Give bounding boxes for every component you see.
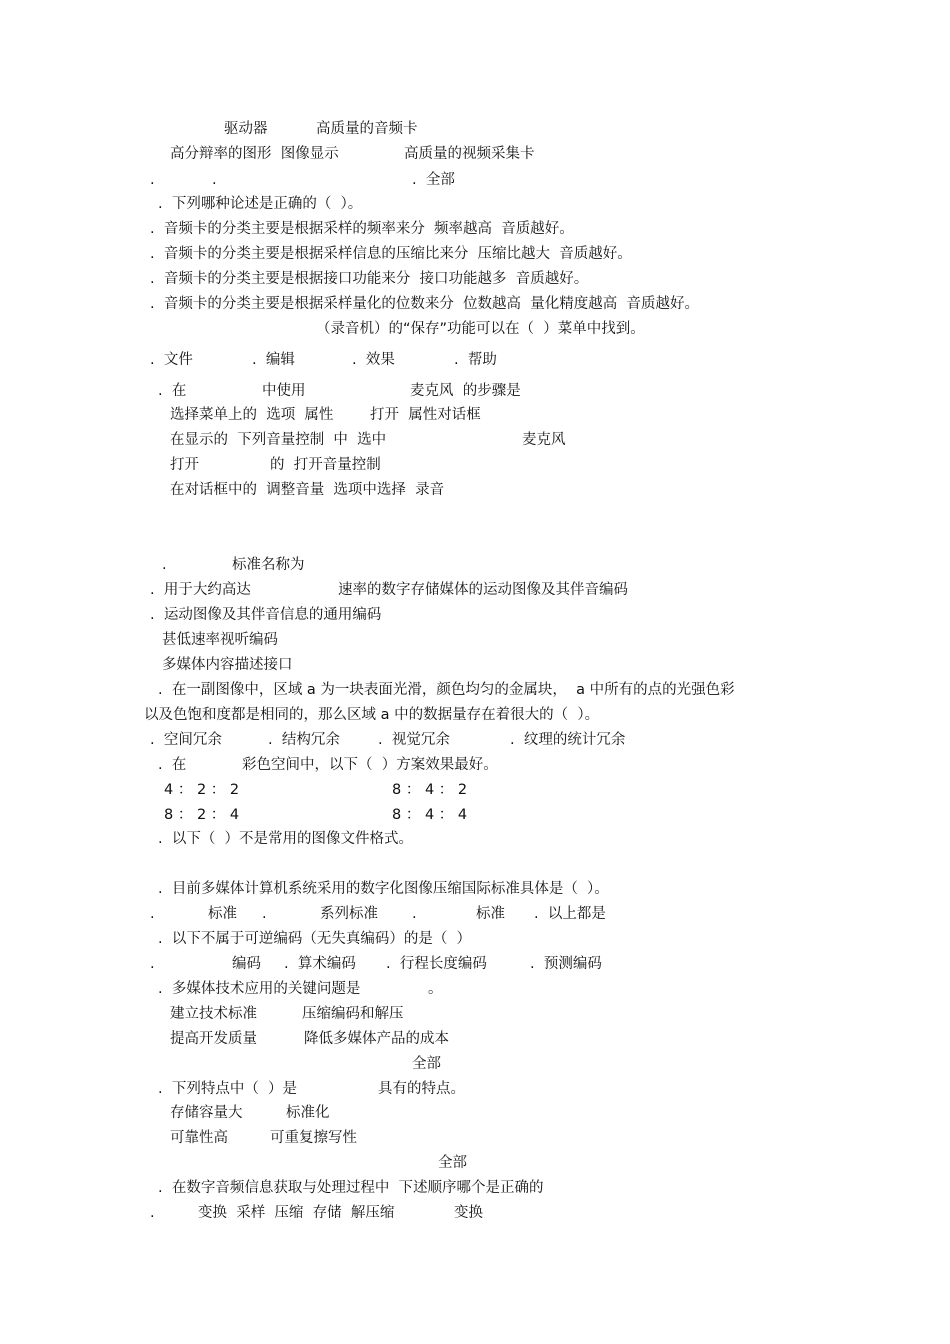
text-line: 可重复擦写性 [270,1130,357,1146]
text-line: 提高开发质量 [170,1031,257,1047]
text-line: 多媒体内容描述接口 [162,657,293,673]
text-line: . 全部 [412,172,455,188]
text-line: 建立技术标准 [170,1006,257,1022]
text-line: 全部 [438,1155,467,1171]
text-line: 标准 [476,906,505,922]
text-line: 标准名称为 [232,557,305,573]
text-line: 全部 [412,1056,441,1072]
text-line: . 效果 [352,352,395,368]
text-line: . [150,172,155,188]
text-line: . [212,172,217,188]
text-line: 中使用 [262,383,306,399]
text-line: . 视觉冗余 [378,732,450,748]
text-line: . 以下不属于可逆编码（无失真编码）的是（ ） [158,931,472,947]
text-line: 在显示的 下列音量控制 中 选中 [170,432,387,448]
text-line: . 编辑 [252,352,295,368]
text-line: . 音频卡的分类主要是根据采样信息的压缩比来分 压缩比越大 音质越好。 [150,246,632,262]
text-line: . 目前多媒体计算机系统采用的数字化图像压缩国际标准具体是（ ）。 [158,881,609,897]
text-line: 编码 [232,956,261,972]
text-line: . 用于大约高达 [150,582,251,598]
text-line: . 以下（ ）不是常用的图像文件格式。 [158,831,414,847]
text-line: 8 ： 2 ： 4 [164,807,240,823]
text-line: . 在一副图像中，区域 a 为一块表面光滑，颜色均匀的金属块， a 中所有的点的光强色彩 [158,682,735,698]
text-line: 打开 属性对话框 [370,407,481,423]
text-line: . 下列哪种论述是正确的（ ）。 [158,196,363,212]
text-line: 具有的特点。 [378,1081,465,1097]
text-line: 降低多媒体产品的成本 [304,1031,449,1047]
text-line: . 下列特点中（ ）是 [158,1081,298,1097]
text-line: 的 打开音量控制 [270,457,381,473]
text-line: 变换 [454,1205,483,1221]
text-line: 8 ： 4 ： 4 [392,807,468,823]
text-line: （录音机）的“保存”功能可以在（ ）菜单中找到。 [316,321,645,337]
text-line: 麦克风 的步骤是 [410,383,521,399]
text-line: 可靠性高 [170,1130,228,1146]
text-line: . 在 [158,757,187,773]
text-line: 标准化 [286,1105,330,1121]
text-line: . 音频卡的分类主要是根据接口功能来分 接口功能越多 音质越好。 [150,271,589,287]
text-line: 高分辩率的图形 图像显示 [170,146,339,162]
text-line: 存储容量大 [170,1105,243,1121]
text-line: . 空间冗余 [150,732,222,748]
text-line: 4 ： 2 ： 2 [164,782,240,798]
text-line: 彩色空间中，以下（ ）方案效果最好。 [242,757,498,773]
text-line: 8 ： 4 ： 2 [392,782,468,798]
text-line: . [162,557,167,573]
text-line: 。 [428,981,443,997]
text-line: 甚低速率视听编码 [162,632,278,648]
text-line: 标准 [208,906,237,922]
text-line: . 在 [158,383,187,399]
text-line: . [150,956,155,972]
text-line: 在对话框中的 调整音量 选项中选择 录音 [170,482,445,498]
text-line: 选择菜单上的 选项 属性 [170,407,334,423]
text-line: . 预测编码 [530,956,602,972]
text-line: . 音频卡的分类主要是根据采样的频率来分 频率越高 音质越好。 [150,221,574,237]
text-line: 压缩编码和解压 [302,1006,404,1022]
text-line: . 算术编码 [284,956,356,972]
text-line: . 文件 [150,352,193,368]
text-line: . 多媒体技术应用的关键问题是 [158,981,361,997]
text-line: . [262,906,267,922]
text-line: 驱动器 [224,121,268,137]
text-line: 高质量的音频卡 [316,121,418,137]
text-line: . 运动图像及其伴音信息的通用编码 [150,607,382,623]
text-line: . 以上都是 [534,906,606,922]
text-line: 速率的数字存储媒体的运动图像及其伴音编码 [338,582,628,598]
text-line: 打开 [170,457,199,473]
text-line: . 帮助 [454,352,497,368]
text-line: 变换 采样 压缩 存储 解压缩 [198,1205,395,1221]
text-line: . 纹理的统计冗余 [510,732,626,748]
text-line: 高质量的视频采集卡 [404,146,535,162]
text-line: . 行程长度编码 [386,956,487,972]
text-line: . [150,1205,155,1221]
text-line: . 结构冗余 [268,732,340,748]
text-line: . [150,906,155,922]
text-line: 系列标准 [320,906,378,922]
text-line: 麦克风 [522,432,566,448]
text-line: . 在数字音频信息获取与处理过程中 下述顺序哪个是正确的 [158,1180,544,1196]
text-line: 以及色饱和度都是相同的，那么区域 a 中的数据量存在着很大的（ ）。 [144,707,600,723]
text-line: . [412,906,417,922]
text-line: . 音频卡的分类主要是根据采样量化的位数来分 位数越高 量化精度越高 音质越好。 [150,296,699,312]
